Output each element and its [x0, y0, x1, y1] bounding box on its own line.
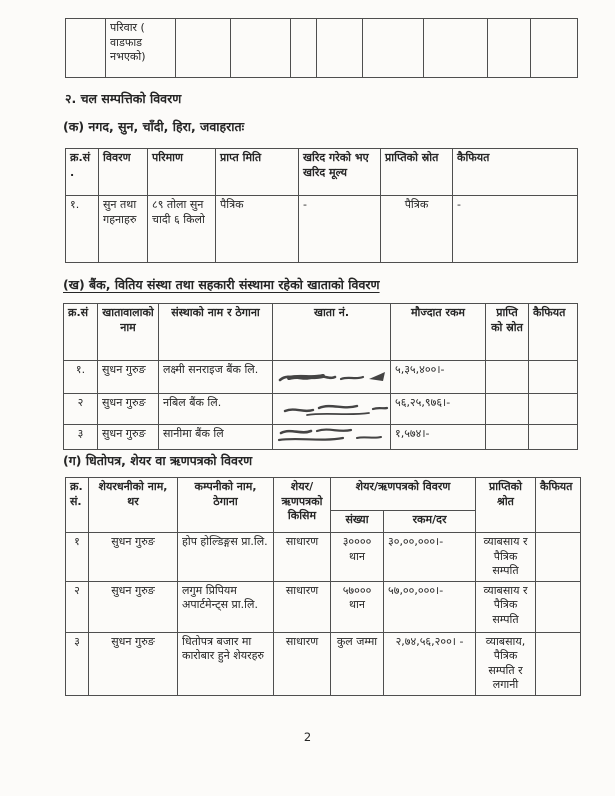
column-header-source: प्राप्ति को स्रोत [486, 304, 529, 361]
redaction-scribble [277, 366, 389, 388]
column-header-purchase-price: खरिद गरेको भए खरिद मूल्य [299, 149, 381, 196]
column-header-description: विवरण [99, 149, 148, 196]
bank-accounts-table [63, 303, 578, 450]
shares-table [65, 477, 581, 696]
table-row [66, 533, 581, 582]
column-header-account-holder: खातावालाको नाम [98, 304, 159, 361]
table-row [64, 425, 578, 450]
cell-account-number [273, 394, 391, 425]
table-row [66, 196, 578, 263]
table-row [66, 632, 581, 695]
column-header-remarks: कैफियत [453, 149, 578, 196]
cell-quantity: कुल जम्मा [331, 632, 384, 695]
cell-source: पैत्रिक [381, 196, 453, 263]
column-header-remarks: कैफियत [529, 304, 578, 361]
cell-account-holder: सुधन गुरुङ [98, 361, 159, 394]
cell-sn: २ [64, 394, 98, 425]
cell-sn: ३ [64, 425, 98, 450]
cell-company: होप होल्डिङ्गस प्रा.लि. [178, 533, 274, 582]
carryover-cell [424, 19, 488, 78]
cell-share-kind: साधारण [274, 581, 331, 632]
table-header-row [66, 478, 581, 511]
carryover-table [65, 18, 578, 78]
cell-shareholder: सुधन गुरुङ [89, 533, 178, 582]
cell-source [486, 425, 529, 450]
section-ka-title: (क) नगद, सुन, चाँदी, हिरा, जवाहरातः [63, 119, 245, 134]
carryover-cell [317, 19, 363, 78]
cell-shareholder: सुधन गुरुङ [89, 632, 178, 695]
cell-source: व्याबसाय र पैत्रिक सम्पति [476, 581, 536, 632]
cell-share-kind: साधारण [274, 632, 331, 695]
column-header-remarks: कैफियत [536, 478, 581, 533]
carryover-cell [66, 19, 106, 78]
cell-quantity: ८९ तोला सुन चादी ६ किलो [148, 196, 216, 263]
section-ga-title: (ग) धितोपत्र, शेयर वा ऋणपत्रको विवरण [63, 453, 253, 468]
column-header-shareholder: शेयरधनीको नाम, थर [89, 478, 178, 533]
column-header-quantity: संख्या [331, 511, 384, 533]
column-header-share-kind: शेयर/ ऋणपत्रको किसिम [274, 478, 331, 533]
cell-date-acquired: पैत्रिक [216, 196, 299, 263]
cell-share-kind: साधारण [274, 533, 331, 582]
cell-amount-rate: ५७,००,०००।- [384, 581, 476, 632]
cell-institution: नबिल बैंक लि. [159, 394, 273, 425]
column-header-company: कम्पनीको नाम, ठेगाना [178, 478, 274, 533]
carryover-note-cell: परिवार ( वाडफाड नभएको) [106, 19, 176, 78]
cell-balance: १,५७४।- [391, 425, 486, 450]
redaction-scribble [277, 425, 389, 447]
cell-description: सुन तथा गहनाहरु [99, 196, 148, 263]
carryover-cell [291, 19, 317, 78]
cell-source [486, 394, 529, 425]
cell-remarks [536, 632, 581, 695]
cell-remarks [529, 394, 578, 425]
cell-institution: लक्ष्मी सनराइज बैंक लि. [159, 361, 273, 394]
cell-company: धितोपत्र बजार मा कारोबार हुने शेयरहरु [178, 632, 274, 695]
carryover-cell [176, 19, 231, 78]
cell-account-number [273, 361, 391, 394]
column-header-account-number: खाता नं. [273, 304, 391, 361]
cell-account-holder: सुधन गुरुङ [98, 394, 159, 425]
cell-account-holder: सुधन गुरुङ [98, 425, 159, 450]
table-header-row [64, 304, 578, 361]
cell-amount-rate: ३०,००,०००।- [384, 533, 476, 582]
cell-remarks [536, 581, 581, 632]
table-row [66, 19, 578, 78]
cell-sn: २ [66, 581, 89, 632]
redaction-scribble [277, 399, 389, 421]
carryover-cell [231, 19, 291, 78]
column-header-sn: क्र.सं. [66, 149, 99, 196]
cell-source: व्याबसाय र पैत्रिक सम्पति [476, 533, 536, 582]
cell-sn: १ [66, 533, 89, 582]
carryover-cell [531, 19, 578, 78]
cell-source: व्याबसाय, पैत्रिक सम्पति र लगानी [476, 632, 536, 695]
section-kha-title: (ख) बैंक, वितिय संस्था तथा सहकारी संस्थामा रहेको खाताको विवरण [63, 277, 380, 292]
cell-source [486, 361, 529, 394]
table-header-row [66, 149, 578, 196]
cell-purchase-price: - [299, 196, 381, 263]
column-header-balance: मौज्दात रकम [391, 304, 486, 361]
cell-sn: १. [66, 196, 99, 263]
cell-quantity: ५७००० थान [331, 581, 384, 632]
carryover-cell [363, 19, 424, 78]
cell-quantity: ३०००० थान [331, 533, 384, 582]
table-row [64, 361, 578, 394]
column-header-source: प्राप्तिको श्रोत [476, 478, 536, 533]
cell-balance: ५६,२५,९७६।- [391, 394, 486, 425]
cell-shareholder: सुधन गुरुङ [89, 581, 178, 632]
cell-remarks [529, 425, 578, 450]
cell-amount-rate: २,७४,५६,२००। - [384, 632, 476, 695]
cell-company: लगुम प्रिपियम अपार्टमेन्ट्स प्रा.लि. [178, 581, 274, 632]
cell-remarks [536, 533, 581, 582]
cell-balance: ५,३५,४००।- [391, 361, 486, 394]
cell-remarks: - [453, 196, 578, 263]
column-header-sn: क्र.सं [64, 304, 98, 361]
column-header-source: प्राप्तिको स्रोत [381, 149, 453, 196]
column-header-sn: क्र. सं. [66, 478, 89, 533]
column-header-amount-rate: रकम/दर [384, 511, 476, 533]
cell-sn: १. [64, 361, 98, 394]
cash-gold-table [65, 148, 578, 263]
cell-account-number [273, 425, 391, 450]
column-header-share-details-group: शेयर/ऋणपत्रको विवरण [331, 478, 476, 511]
cell-remarks [529, 361, 578, 394]
cell-institution: सानीमा बैंक लि [159, 425, 273, 450]
cell-sn: ३ [66, 632, 89, 695]
carryover-cell [488, 19, 531, 78]
column-header-quantity: परिमाण [148, 149, 216, 196]
section-2-title: २. चल सम्पत्तिको विवरण [65, 91, 182, 106]
column-header-institution: संस्थाको नाम र ठेगाना [159, 304, 273, 361]
page-number: 2 [303, 730, 312, 744]
column-header-date-acquired: प्राप्त मिति [216, 149, 299, 196]
table-row [66, 581, 581, 632]
table-row [64, 394, 578, 425]
